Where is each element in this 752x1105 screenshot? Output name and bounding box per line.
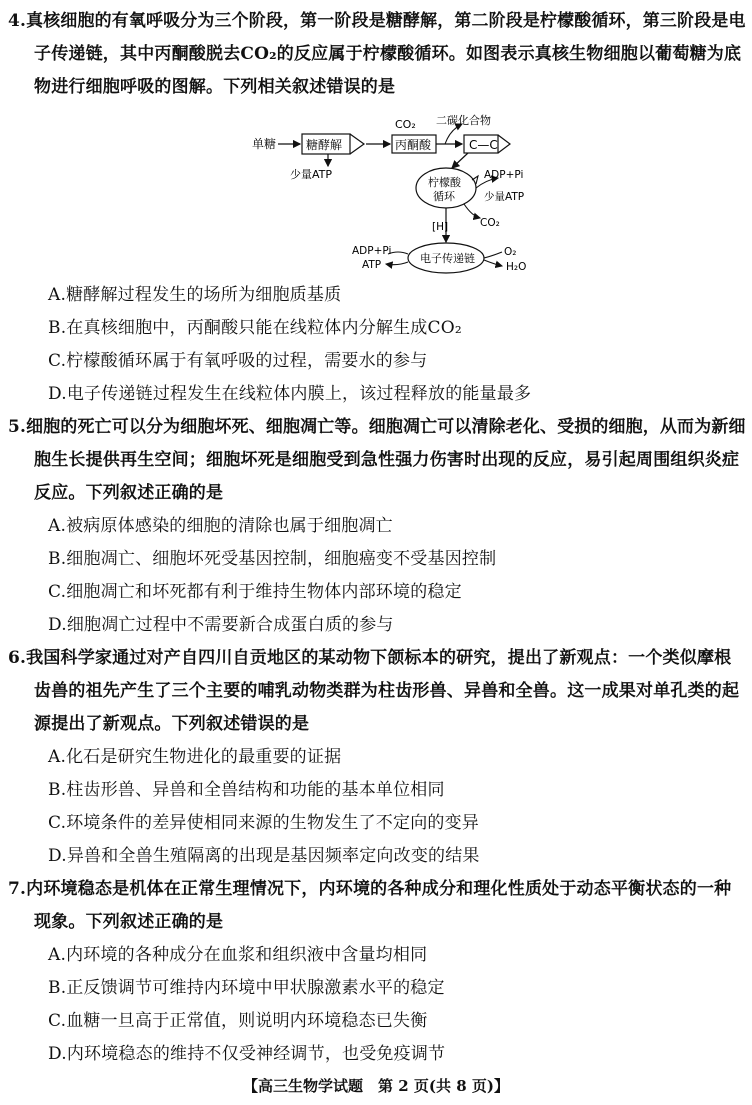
co2-top: CO₂ — [395, 118, 416, 131]
adp-pi-right: ADP+Pi — [484, 169, 524, 181]
q4-stem-line-2: 子传递链，其中丙酮酸脱去CO₂的反应属于柠檬酸循环。如图表示真核生物细胞以葡萄糖为底 — [34, 44, 742, 64]
little-atp-1: 少量ATP — [290, 168, 333, 181]
tca-label-1: 柠檬酸 — [428, 176, 461, 189]
q6-option-d: D.异兽和全兽生殖隔离的出现是基因频率定向改变的结果 — [48, 846, 480, 866]
two-carbon-label: 二碳化合物 — [436, 114, 491, 127]
q5-stem-line-1: 5.细胞的死亡可以分为细胞坏死、细胞凋亡等。细胞凋亡可以清除老化、受损的细胞，从而为新细 — [8, 417, 746, 437]
little-atp-2: 少量ATP — [484, 191, 525, 203]
q5-option-a: A.被病原体感染的细胞的清除也属于细胞凋亡 — [48, 516, 393, 536]
h2o-label: H₂O — [506, 261, 527, 273]
page-footer: 【高三生物学试题 第 2 页(共 8 页)】 — [243, 1077, 509, 1095]
q6-stem-line-3: 源提出了新观点。下列叙述错误的是 — [34, 714, 310, 734]
q4-option-a: A.糖酵解过程发生的场所为细胞质基质 — [48, 285, 342, 305]
glycolysis-label: 糖酵解 — [306, 138, 343, 152]
q7-option-a: A.内环境的各种成分在血浆和组织液中含量均相同 — [48, 945, 428, 965]
q4-stem-line-1: 4.真核细胞的有氧呼吸分为三个阶段，第一阶段是糖酵解，第二阶段是柠檬酸循环，第三阶段是电 — [8, 11, 746, 31]
q4-option-c: C.柠檬酸循环属于有氧呼吸的过程，需要水的参与 — [48, 351, 428, 371]
o2-label: O₂ — [504, 246, 517, 258]
q4-option-b: B.在真核细胞中，丙酮酸只能在线粒体内分解生成CO₂ — [48, 318, 462, 338]
c-c-label: C—C — [469, 138, 498, 152]
q5-option-d: D.细胞凋亡过程中不需要新合成蛋白质的参与 — [48, 615, 394, 635]
etc-label: 电子传递链 — [420, 252, 475, 265]
q5-stem-line-3: 反应。下列叙述正确的是 — [34, 483, 224, 503]
respiration-diagram — [240, 108, 570, 280]
q6-stem-line-1: 6.我国科学家通过对产自四川自贡地区的某动物下颌标本的研究，提出了新观点：一个类似摩根 — [8, 648, 732, 668]
q7-option-b: B.正反馈调节可维持内环境中甲状腺激素水平的稳定 — [48, 978, 445, 998]
adp-pi-left: ADP+Pi — [352, 245, 392, 257]
q4-option-d: D.电子传递链过程发生在线粒体内膜上，该过程释放的能量最多 — [48, 384, 532, 404]
q6-option-c: C.环境条件的差异使相同来源的生物发生了不定向的变异 — [48, 813, 480, 833]
co2-mid: CO₂ — [480, 217, 500, 229]
h-label: [H] — [432, 221, 449, 233]
q6-option-a: A.化石是研究生物进化的最重要的证据 — [48, 747, 342, 767]
atp-label: ATP — [362, 259, 382, 271]
q6-option-b: B.柱齿形兽、异兽和全兽结构和功能的基本单位相同 — [48, 780, 445, 800]
q6-stem-line-2: 齿兽的祖先产生了三个主要的哺乳动物类群为柱齿形兽、异兽和全兽。这一成果对单孔类的起 — [34, 681, 740, 701]
q7-stem-line-2: 现象。下列叙述正确的是 — [34, 912, 224, 932]
q7-option-d: D.内环境稳态的维持不仅受神经调节，也受免疫调节 — [48, 1044, 446, 1064]
q5-option-c: C.细胞凋亡和坏死都有利于维持生物体内部环境的稳定 — [48, 582, 462, 602]
q5-option-b: B.细胞凋亡、细胞坏死受基因控制，细胞癌变不受基因控制 — [48, 549, 497, 569]
pyruvate-label: 丙酮酸 — [395, 138, 432, 152]
glucose-label: 单糖 — [252, 137, 277, 151]
q7-stem-line-1: 7.内环境稳态是机体在正常生理情况下，内环境的各种成分和理化性质处于动态平衡状态的一种 — [8, 879, 732, 899]
q7-option-c: C.血糖一旦高于正常值，则说明内环境稳态已失衡 — [48, 1011, 428, 1031]
q5-stem-line-2: 胞生长提供再生空间；细胞坏死是细胞受到急性强力伤害时出现的反应，易引起周围组织炎症 — [34, 450, 740, 470]
q4-stem-line-3: 物进行细胞呼吸的图解。下列相关叙述错误的是 — [34, 77, 396, 97]
tca-label-2: 循环 — [433, 190, 455, 203]
